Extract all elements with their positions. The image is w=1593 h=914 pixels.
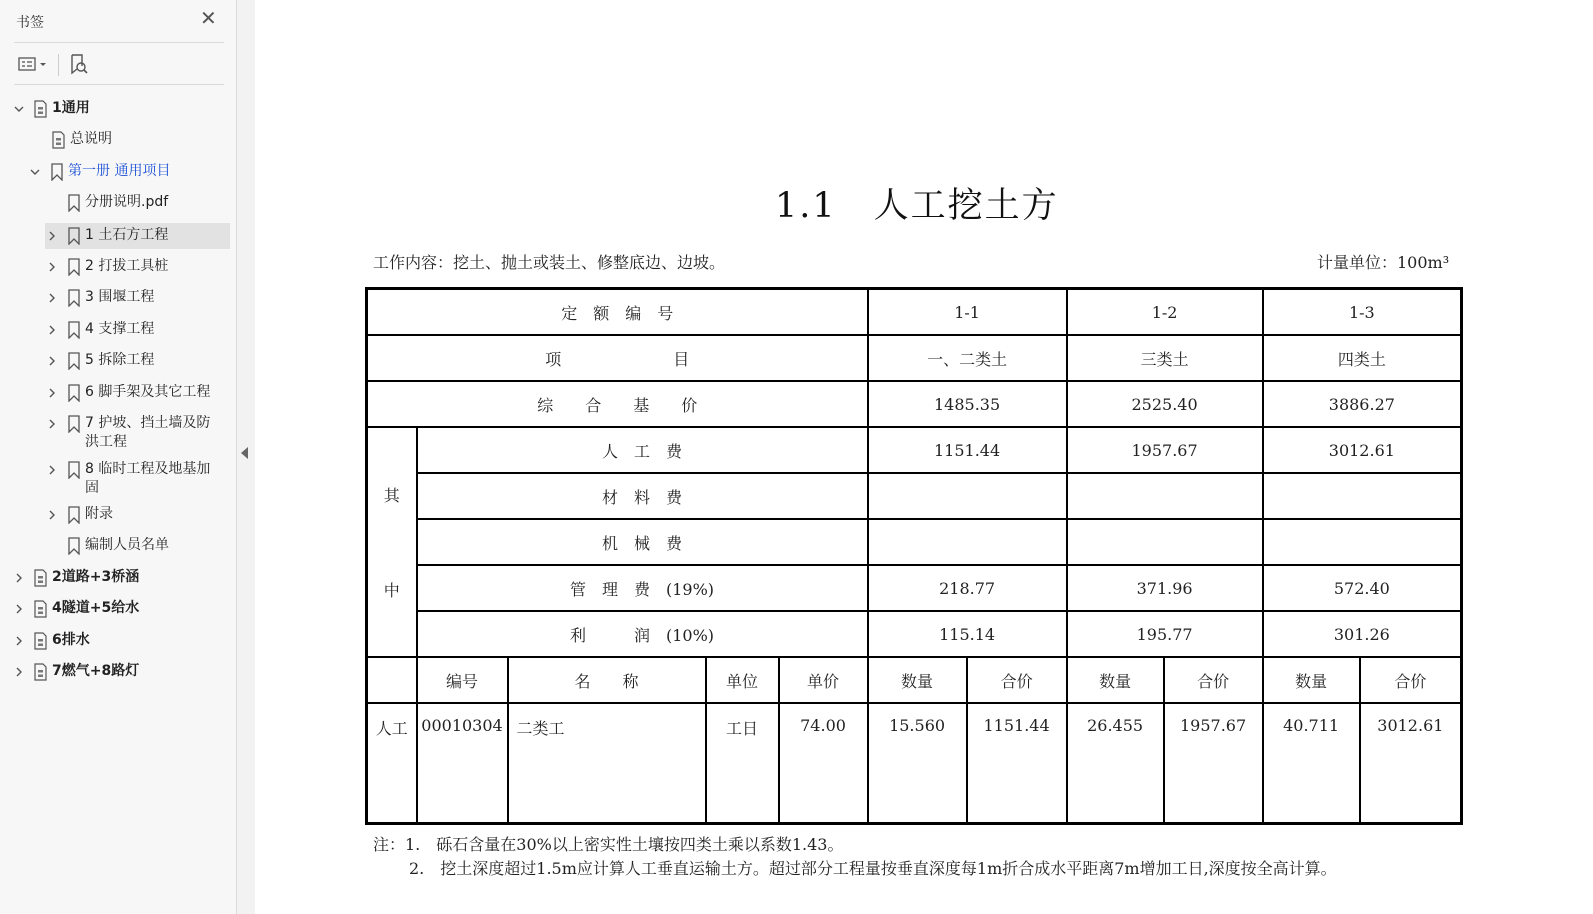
header-total-1: 合价 (967, 657, 1067, 703)
chevron-down-icon[interactable] (28, 159, 42, 185)
bookmarks-toolbar (0, 48, 237, 80)
tree-item-label: 1 土石方工程 (85, 227, 169, 243)
tree-item-label: 总说明 (70, 131, 112, 147)
tree-item-support[interactable] (45, 317, 230, 343)
table-row-profit (367, 611, 1462, 657)
bookmark-icon (63, 223, 85, 249)
row-total-1: 1151.44 (967, 703, 1067, 824)
table-row-item (367, 335, 1462, 381)
chevron-right-icon[interactable] (45, 317, 59, 343)
table-row-code (367, 289, 1462, 336)
labor-label: 人 工 费 (417, 427, 868, 473)
tree-item-demolition[interactable] (45, 348, 230, 374)
header-code: 编号 (417, 657, 508, 703)
table-row-labor (367, 427, 1462, 473)
tree-item-scaffold[interactable] (45, 380, 230, 406)
tree-item-pile[interactable] (45, 254, 230, 280)
chevron-right-icon[interactable] (45, 457, 59, 483)
close-icon[interactable]: ✕ (200, 6, 217, 30)
chevron-right-icon[interactable] (45, 254, 59, 280)
tree-item-drainage[interactable] (12, 628, 230, 654)
bookmark-search-icon (68, 53, 90, 75)
among-label-top: 其 (383, 486, 400, 505)
tree-item-gas-lighting[interactable] (12, 659, 230, 685)
document-tree-icon (30, 96, 52, 122)
tree-item-label: 附录 (85, 506, 113, 522)
row-qty-3: 40.711 (1263, 703, 1360, 824)
header-total-2: 合价 (1164, 657, 1263, 703)
machine-label: 机 械 费 (417, 519, 868, 565)
bookmark-icon (63, 190, 85, 216)
machine-2 (1067, 519, 1263, 565)
row-total-3: 3012.61 (1360, 703, 1462, 824)
toolbar-divider-bottom (14, 84, 224, 85)
code-2: 1-2 (1067, 289, 1263, 336)
profit-1: 115.14 (868, 611, 1067, 657)
labor-3: 3012.61 (1263, 427, 1462, 473)
row-category: 人工 (367, 703, 417, 824)
soil-type-1: 一、二类土 (868, 335, 1067, 381)
table-row-machine (367, 519, 1462, 565)
machine-1 (868, 519, 1067, 565)
table-row-base-price (367, 381, 1462, 427)
list-options-icon (16, 55, 50, 73)
material-3 (1263, 473, 1462, 519)
mgmt-label: 管 理 费 (19%) (417, 565, 868, 611)
quota-table (365, 287, 1463, 825)
work-content: 工作内容：挖土、抛土或装土、修整底边、边坡。 (373, 253, 726, 272)
table-row (367, 703, 1462, 824)
labor-1: 1151.44 (868, 427, 1067, 473)
document-tree-icon (48, 127, 70, 153)
tree-item-label: 8 临时工程及地基加固 (85, 461, 211, 496)
tree-item-earthwork[interactable] (45, 223, 230, 249)
item-label: 项 目 (367, 335, 868, 381)
chevron-spacer (45, 533, 59, 559)
profit-3: 301.26 (1263, 611, 1462, 657)
tree-item-label: 7 护坡、挡土墙及防洪工程 (85, 415, 211, 450)
bookmarks-panel (0, 0, 237, 914)
row-qty-1: 15.560 (868, 703, 967, 824)
row-total-2: 1957.67 (1164, 703, 1263, 824)
document-tree-icon (30, 659, 52, 685)
base-price-2: 2525.40 (1067, 381, 1263, 427)
row-price: 74.00 (779, 703, 868, 824)
header-qty-1: 数量 (868, 657, 967, 703)
bookmark-icon (63, 380, 85, 406)
tree-item-label: 6排水 (52, 632, 90, 648)
chevron-right-icon[interactable] (45, 502, 59, 528)
profit-2: 195.77 (1067, 611, 1263, 657)
code-1: 1-1 (868, 289, 1067, 336)
chevron-spacer (45, 190, 59, 216)
row-qty-2: 26.455 (1067, 703, 1164, 824)
header-qty-2: 数量 (1067, 657, 1164, 703)
note-1: 注：1. 砾石含量在30%以上密实性土壤按四类土乘以系数1.43。 (373, 835, 844, 854)
section-title: 1.1 人工挖土方 (775, 186, 1059, 226)
chevron-right-icon[interactable] (45, 348, 59, 374)
tree-item-label: 分册说明.pdf (85, 194, 169, 210)
row-name: 二类工 (508, 703, 706, 824)
chevron-right-icon[interactable] (45, 380, 59, 406)
material-2 (1067, 473, 1263, 519)
soil-type-2: 三类土 (1067, 335, 1263, 381)
document-tree-icon (30, 596, 52, 622)
bookmarks-header (0, 0, 237, 42)
bookmark-icon (63, 285, 85, 311)
header-name: 名 称 (508, 657, 706, 703)
row-code: 00010304 (417, 703, 508, 824)
machine-3 (1263, 519, 1462, 565)
header-price: 单价 (779, 657, 868, 703)
chevron-right-icon[interactable] (45, 411, 59, 437)
bookmark-icon (46, 159, 68, 185)
tree-item-temporary-works[interactable] (45, 457, 230, 499)
bookmark-icon (63, 317, 85, 343)
code-label: 定 额 编 号 (367, 289, 868, 336)
tree-item-road-bridge[interactable] (12, 565, 230, 591)
chevron-spacer (30, 127, 44, 153)
tree-item-staff-list[interactable] (45, 533, 230, 559)
header-unit: 单位 (706, 657, 779, 703)
row-unit: 工日 (706, 703, 779, 824)
among-label (367, 427, 417, 657)
base-price-1: 1485.35 (868, 381, 1067, 427)
chevron-right-icon[interactable] (45, 285, 59, 311)
chevron-right-icon[interactable] (12, 565, 26, 591)
chevron-right-icon[interactable] (12, 659, 26, 685)
mgmt-3: 572.40 (1263, 565, 1462, 611)
bookmark-icon (63, 411, 85, 437)
tree-item-label: 4 支撑工程 (85, 321, 155, 337)
bookmark-icon (63, 533, 85, 559)
document-tree-icon (30, 565, 52, 591)
tree-item-label: 4隧道+5给水 (52, 600, 140, 616)
document-page (255, 0, 1593, 914)
tree-item-label: 3 围堰工程 (85, 289, 155, 305)
bookmark-options-button[interactable] (14, 52, 52, 76)
tree-item-label: 5 拆除工程 (85, 352, 155, 368)
table-row-detail-header (367, 657, 1462, 703)
collapse-panel-icon[interactable] (241, 447, 248, 459)
material-1 (868, 473, 1067, 519)
bookmark-icon (63, 348, 85, 374)
bookmarks-title: 书签 (16, 15, 44, 31)
tree-item-label: 2道路+3桥涵 (52, 569, 140, 585)
notes (373, 833, 1337, 881)
tree-item-1-general[interactable] (12, 96, 230, 122)
bookmark-icon (63, 254, 85, 280)
chevron-right-icon[interactable] (45, 223, 59, 249)
tree-item-cofferdam[interactable] (45, 285, 230, 311)
tree-item-label: 7燃气+8路灯 (52, 663, 140, 679)
base-price-3: 3886.27 (1263, 381, 1462, 427)
chevron-down-icon[interactable] (12, 96, 26, 122)
tree-item-label: 第一册 通用项目 (68, 163, 171, 179)
note-2: 2. 挖土深度超过1.5m应计算人工垂直运输土方。超过部分工程量按垂直深度每1m折合成水平距离7m增加工日,深度按全高计算。 (409, 859, 1337, 878)
chevron-right-icon[interactable] (12, 628, 26, 654)
material-label: 材 料 费 (417, 473, 868, 519)
table-row-material (367, 473, 1462, 519)
tree-item-slope-protection[interactable] (45, 411, 230, 453)
toolbar-divider (58, 54, 59, 76)
detail-header-blank (367, 657, 417, 703)
base-price-label: 综 合 基 价 (367, 381, 868, 427)
profit-label: 利 润 (10%) (417, 611, 868, 657)
tree-item-label: 1通用 (52, 100, 90, 116)
tree-item-label: 2 打拔工具桩 (85, 258, 169, 274)
header-divider (14, 42, 224, 43)
soil-type-3: 四类土 (1263, 335, 1462, 381)
tree-item-tunnel-water[interactable] (12, 596, 230, 622)
bookmark-icon (63, 502, 85, 528)
table-row-management (367, 565, 1462, 611)
mgmt-2: 371.96 (1067, 565, 1263, 611)
tree-item-volume-notes-pdf[interactable] (45, 190, 230, 216)
bookmark-icon (63, 457, 85, 483)
document-tree-icon (30, 628, 52, 654)
tree-item-label: 6 脚手架及其它工程 (85, 384, 211, 400)
tree-item-label: 编制人员名单 (85, 537, 169, 553)
mgmt-1: 218.77 (868, 565, 1067, 611)
header-total-3: 合价 (1360, 657, 1462, 703)
tree-item-volume-1[interactable] (28, 159, 230, 185)
chevron-right-icon[interactable] (12, 596, 26, 622)
tree-item-general-notes[interactable] (30, 127, 230, 153)
among-label-bottom: 中 (383, 581, 400, 600)
header-qty-3: 数量 (1263, 657, 1360, 703)
tree-item-appendix[interactable] (45, 502, 230, 528)
code-3: 1-3 (1263, 289, 1462, 336)
labor-2: 1957.67 (1067, 427, 1263, 473)
find-bookmark-button[interactable] (66, 52, 92, 76)
measurement-unit: 计量单位：100m³ (1317, 253, 1450, 272)
